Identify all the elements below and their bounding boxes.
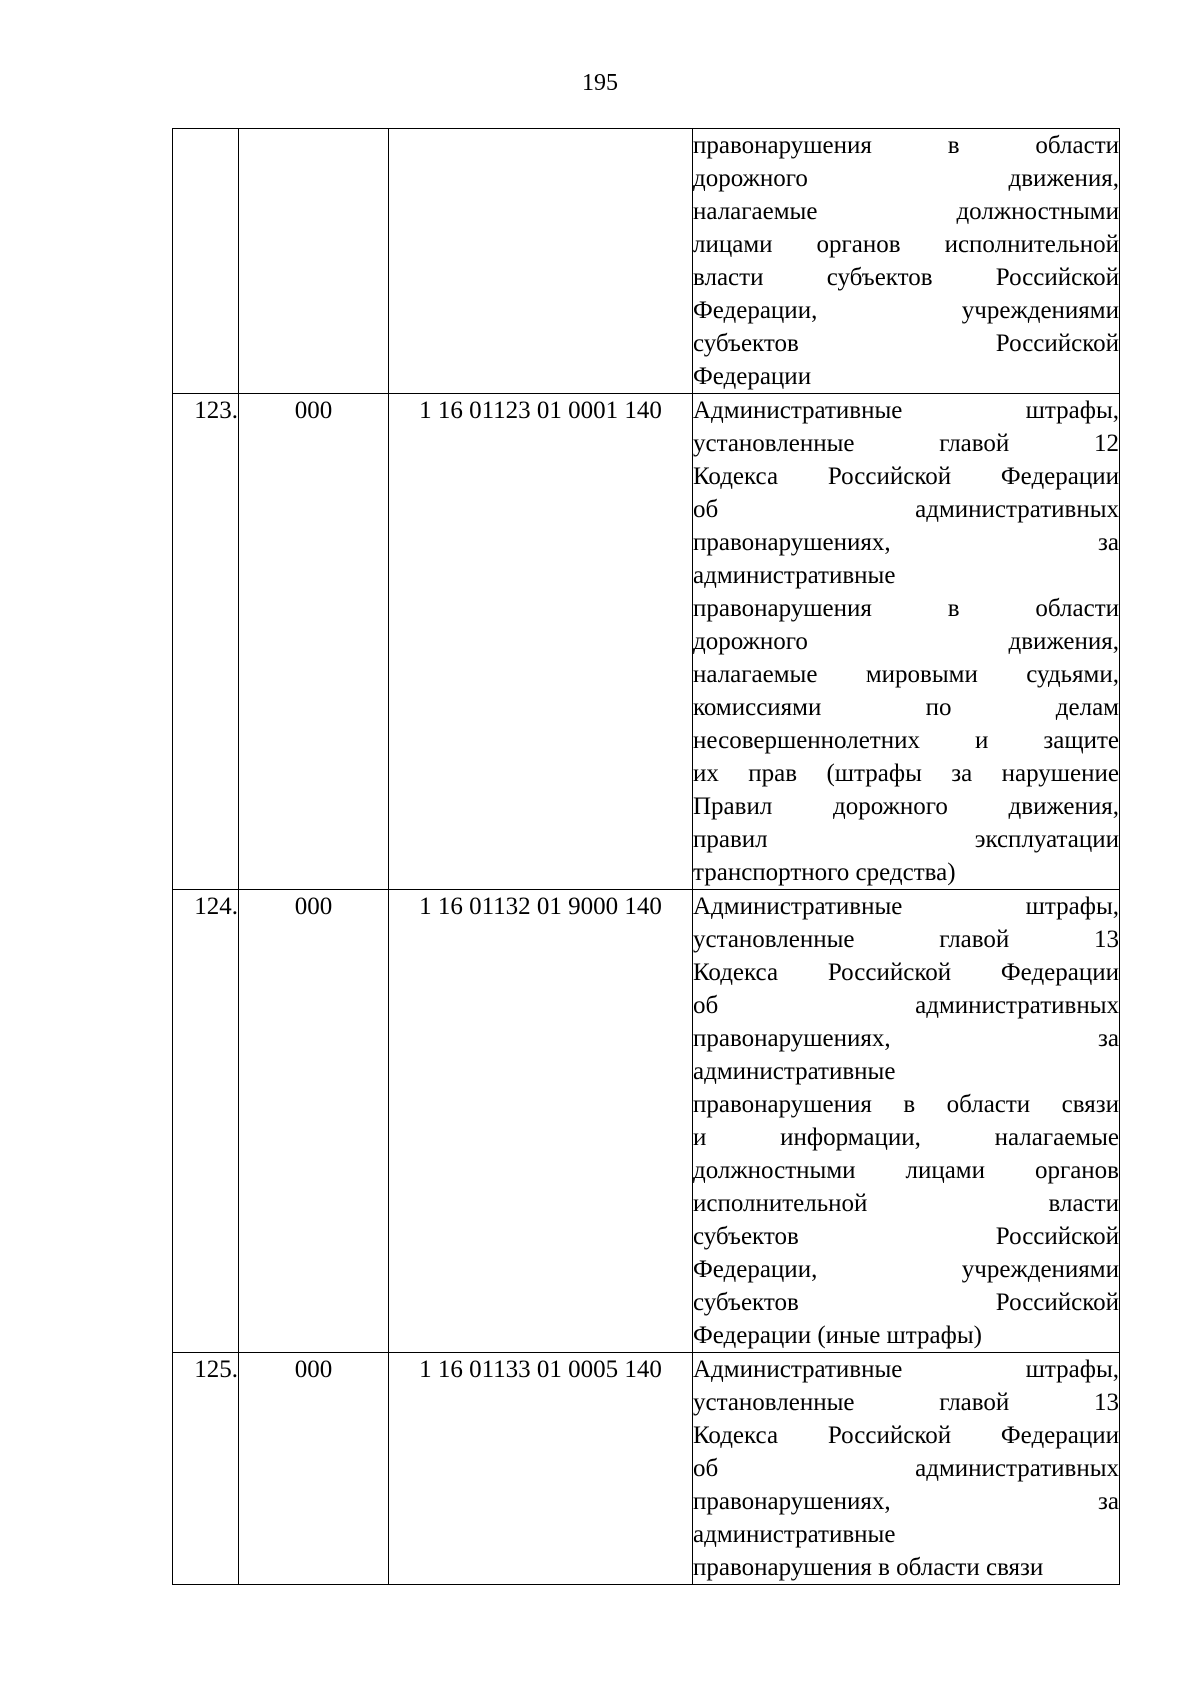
description-line: правонарушениях, за xyxy=(693,1025,1119,1052)
description-line: об административных xyxy=(693,496,1119,523)
kbk-code-cell: 1 16 01133 01 0005 140 xyxy=(389,1353,693,1585)
description-line: Административные штрафы, xyxy=(693,1356,1119,1383)
description-line: власти субъектов Российской xyxy=(693,264,1119,291)
description-line: Кодекса Российской Федерации xyxy=(693,959,1119,986)
admin-code-cell: 000 xyxy=(239,1353,389,1585)
description-line: субъектов Российской xyxy=(693,1223,1119,1250)
table-row xyxy=(173,890,1120,1353)
description-line: правонарушениях, за xyxy=(693,529,1119,556)
description-line: установленные главой 13 xyxy=(693,1389,1119,1416)
budget-classification-table xyxy=(172,128,1120,1585)
admin-code-cell: 000 xyxy=(239,394,389,890)
description-line: налагаемые должностными xyxy=(693,198,1119,225)
description-line: налагаемые мировыми судьями, xyxy=(693,661,1119,688)
description-line: административные xyxy=(693,1521,896,1548)
description-line: правонарушения в области xyxy=(693,132,1119,159)
row-number-cell: 123. xyxy=(173,394,239,890)
kbk-code-cell xyxy=(389,129,693,394)
kbk-code-cell: 1 16 01123 01 0001 140 xyxy=(389,394,693,890)
description-line: административные xyxy=(693,1058,896,1085)
description-line: исполнительной власти xyxy=(693,1190,1119,1217)
description-line: Кодекса Российской Федерации xyxy=(693,463,1119,490)
description-line: субъектов Российской xyxy=(693,1289,1119,1316)
table-row xyxy=(173,129,1120,394)
table-row xyxy=(173,1353,1120,1585)
description-cell xyxy=(693,129,1120,394)
description-line: Федерации (иные штрафы) xyxy=(693,1322,982,1349)
description-line: об административных xyxy=(693,1455,1119,1482)
description-line: установленные главой 12 xyxy=(693,430,1119,457)
description-cell xyxy=(693,890,1120,1353)
description-line: Федерации xyxy=(693,363,812,390)
description-cell xyxy=(693,394,1120,890)
description-line: правонарушениях, за xyxy=(693,1488,1119,1515)
table-row xyxy=(173,394,1120,890)
description-line: правонарушения в области связи xyxy=(693,1554,1044,1581)
description-line: правонарушения в области связи xyxy=(693,1091,1119,1118)
description-line: субъектов Российской xyxy=(693,330,1119,357)
admin-code-cell: 000 xyxy=(239,890,389,1353)
description-line: комиссиями по делам xyxy=(693,694,1119,721)
description-line: дорожного движения, xyxy=(693,165,1119,192)
description-line: Административные штрафы, xyxy=(693,397,1119,424)
description-line: должностными лицами органов xyxy=(693,1157,1119,1184)
page-number: 195 xyxy=(582,70,618,96)
description-line: административные xyxy=(693,562,896,589)
description-line: Федерации, учреждениями xyxy=(693,297,1119,324)
row-number-cell: 125. xyxy=(173,1353,239,1585)
description-line: правил эксплуатации xyxy=(693,826,1119,853)
row-number-cell xyxy=(173,129,239,394)
description-line: Правил дорожного движения, xyxy=(693,793,1119,820)
description-line: об административных xyxy=(693,992,1119,1019)
description-line: Административные штрафы, xyxy=(693,893,1119,920)
description-line: установленные главой 13 xyxy=(693,926,1119,953)
description-cell xyxy=(693,1353,1120,1585)
row-number-cell: 124. xyxy=(173,890,239,1353)
description-line: и информации, налагаемые xyxy=(693,1124,1119,1151)
description-line: Кодекса Российской Федерации xyxy=(693,1422,1119,1449)
admin-code-cell xyxy=(239,129,389,394)
description-line: правонарушения в области xyxy=(693,595,1119,622)
kbk-code-cell: 1 16 01132 01 9000 140 xyxy=(389,890,693,1353)
description-line: транспортного средства) xyxy=(693,859,956,886)
description-line: лицами органов исполнительной xyxy=(693,231,1119,258)
description-line: их прав (штрафы за нарушение xyxy=(693,760,1119,787)
description-line: Федерации, учреждениями xyxy=(693,1256,1119,1283)
description-line: несовершеннолетних и защите xyxy=(693,727,1119,754)
table-body xyxy=(173,129,1120,1585)
description-line: дорожного движения, xyxy=(693,628,1119,655)
